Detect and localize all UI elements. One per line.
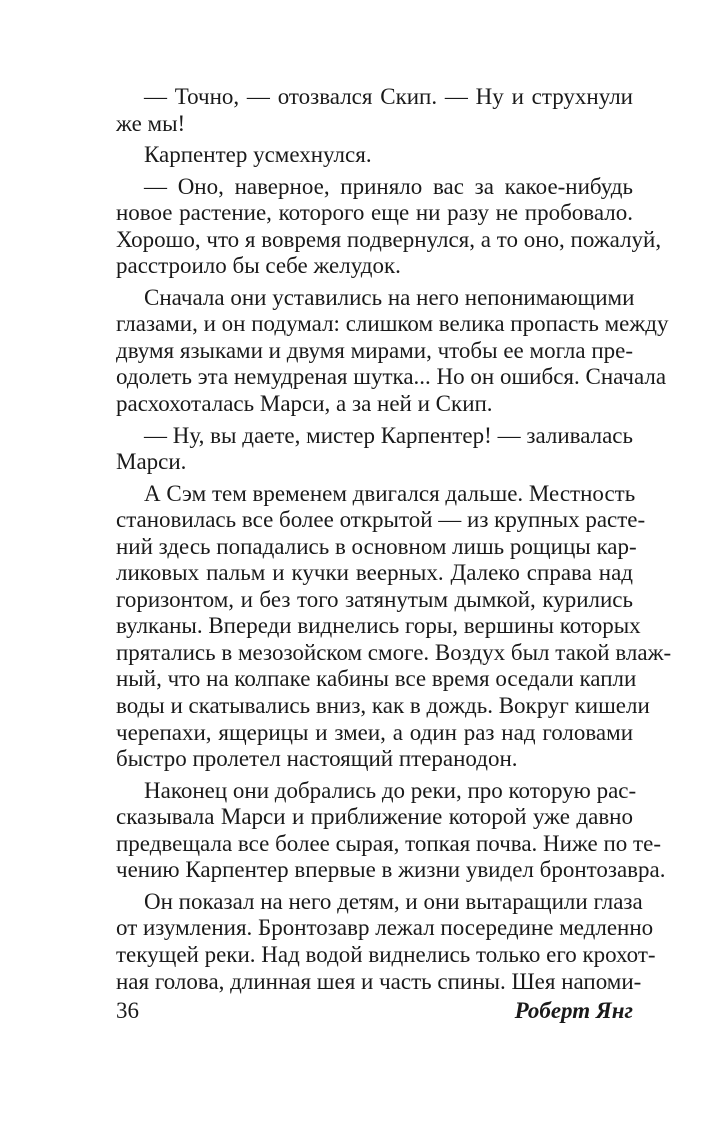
text-line: ный, что на колпаке кабины все время оседали капли	[116, 666, 637, 692]
text-line: ликовых пальм и кучки веерных. Далеко справа над	[116, 560, 633, 586]
text-line: от изумления. Бронтозавр лежал посередине медленно	[116, 915, 654, 941]
text-line: Наконец они добрались до реки, про которую рас-	[144, 777, 637, 803]
paragraph	[116, 888, 656, 995]
page-footer	[116, 996, 633, 1026]
text-line: — Оно, наверное, приняло вас за какое-нибудь	[144, 173, 633, 199]
text-line: А Сэм тем временем двигался дальше. Местность	[144, 480, 636, 506]
text-line: глазами, и он подумал: слишком велика пропасть между	[116, 311, 669, 337]
paragraph	[116, 284, 669, 418]
text-line: становилась все более открытой — из крупных расте-	[116, 507, 646, 533]
text-line: прятались в мезозойском смоге. Воздух был такой влаж-	[116, 639, 672, 665]
text-line: вулканы. Впереди виднелись горы, вершины которых	[116, 613, 641, 639]
text-line: быстро пролетел настоящий птеранодон.	[116, 746, 518, 772]
text-line: двумя языками и двумя мирами, чтобы ее могла пре-	[116, 337, 633, 363]
text-line: текущей реки. Над водой виднелись только его крохот-	[116, 941, 656, 967]
text-line: одолеть эта немудреная шутка... Но он ошибся. Сначала	[116, 364, 667, 390]
text-line: Хорошо, что я вовремя подвернулся, а то оно, пожалуй,	[116, 226, 662, 252]
paragraph	[116, 173, 662, 280]
text-line: Он показал на него детям, и они вытаращили глаза	[144, 888, 643, 914]
text-line: горизонтом, и без того затянутым дымкой, курились	[116, 586, 633, 612]
page-number: 36	[116, 998, 139, 1023]
paragraph	[116, 480, 672, 773]
text-line: предвещала все более сырая, топкая почва. Ниже по те-	[116, 830, 661, 856]
text-line: ний здесь попадались в основном лишь рощицы кар-	[116, 533, 637, 559]
text-line: же мы!	[116, 110, 186, 136]
text-line: Марси.	[116, 449, 187, 475]
paragraph	[116, 423, 633, 476]
paragraph	[116, 142, 633, 169]
text-line: воды и скатывались вниз, как в дождь. Вокруг кишели	[116, 693, 650, 719]
paragraph	[116, 777, 666, 884]
text-line: — Ну, вы даете, мистер Карпентер! — заливалась	[144, 422, 633, 448]
text-line: чению Карпентер впервые в жизни увидел бронтозавра.	[116, 857, 666, 883]
text-line: новое растение, которого еще ни разу не пробовало.	[116, 200, 633, 226]
text-line: ная голова, длинная шея и часть спины. Шея напоми-	[116, 968, 642, 994]
text-line: Карпентер усмехнулся.	[144, 142, 372, 168]
paragraph	[116, 84, 633, 137]
text-line: расстроило бы себе желудок.	[116, 253, 401, 279]
text-line: черепахи, ящерицы и змеи, а один раз над головами	[116, 719, 633, 745]
running-head-author: Роберт Янг	[514, 998, 633, 1023]
text-line: сказывала Марси и приближение которой уже давно	[116, 804, 633, 830]
text-line: — Точно, — отозвался Скип. — Ну и струхнули	[144, 84, 633, 109]
page-body	[116, 84, 672, 995]
text-line: расхохоталась Марси, а за ней и Скип.	[116, 391, 493, 417]
text-line: Сначала они уставились на него непонимающими	[144, 284, 635, 310]
